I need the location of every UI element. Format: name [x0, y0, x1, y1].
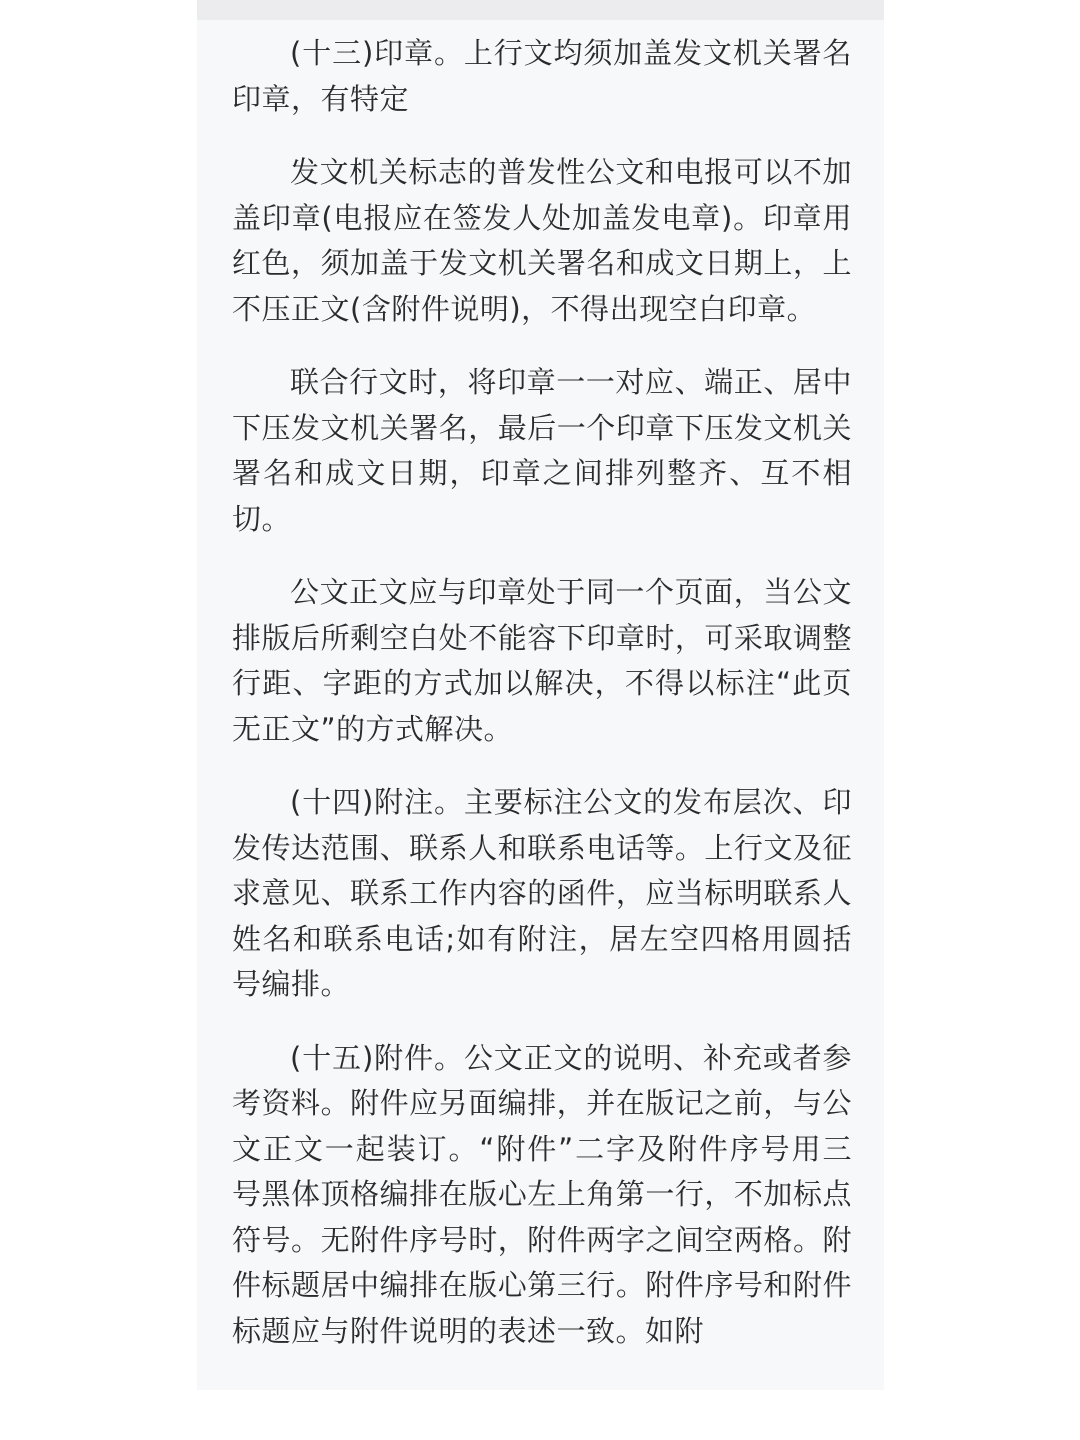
paragraph-same-page: 公文正文应与印章处于同一个页面，当公文排版后所剩空白处不能容下印章时，可采取调整行距、字距的方式加以解决，不得以标注“此页无正文”的方式解决。: [232, 575, 852, 746]
top-strip: [197, 0, 884, 20]
paragraph-joint-issuance: 联合行文时，将印章一一对应、端正、居中下压发文机关署名，最后一个印章下压发文机关署名和成文日期，印章之间排列整齐、互不相切。: [232, 365, 852, 536]
paragraph-annotation: (十四)附注。主要标注公文的发布层次、印发传达范围、联系人和联系电话等。上行文及征求意见、联系工作内容的函件，应当标明联系人姓名和联系电话;如有附注，居左空四格用圆括号编排。: [232, 785, 852, 1001]
paragraph-seal: (十三)印章。上行文均须加盖发文机关署名印章，有特定: [232, 36, 852, 116]
article-body: [232, 31, 852, 1382]
document-panel: [197, 0, 884, 1390]
paragraph-seal-usage: 发文机关标志的普发性公文和电报可以不加盖印章(电报应在签发人处加盖发电章)。印章用红色，须加盖于发文机关署名和成文日期上，上不压正文(含附件说明)，不得出现空白印章。: [232, 155, 852, 326]
paragraph-attachment: (十五)附件。公文正文的说明、补充或者参考资料。附件应另面编排，并在版记之前，与公文正文一起装订。“附件”二字及附件序号用三号黑体顶格编排在版心左上角第一行，不加标点符号。无附件序号时，附件两字之间空两格。附件标题居中编排在版心第三行。附件序号和附件标题应与附件说明的表述一致。如附: [232, 1040, 852, 1348]
